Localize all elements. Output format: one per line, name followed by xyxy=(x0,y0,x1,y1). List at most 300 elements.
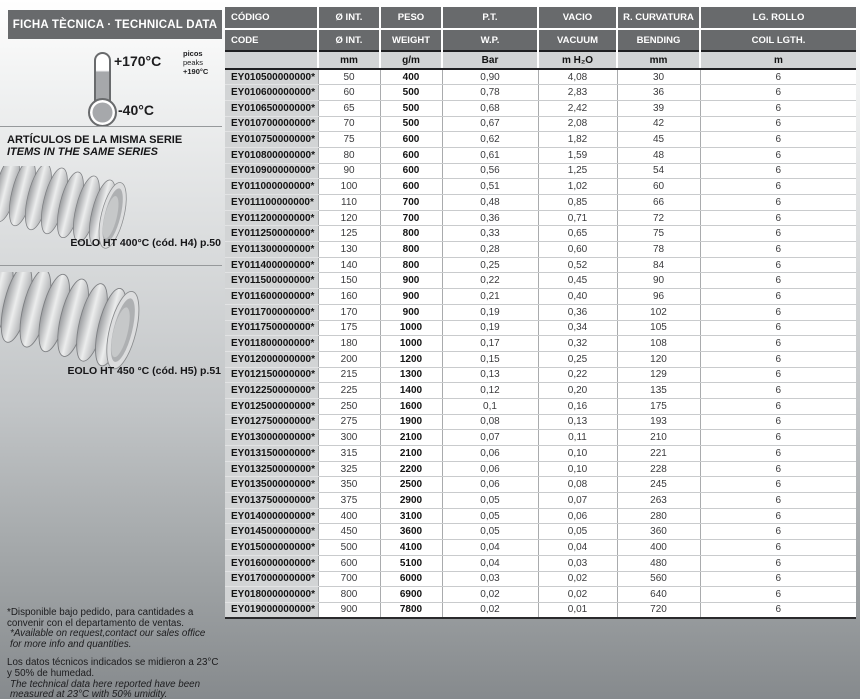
code-cell: EY014500000000* xyxy=(225,524,318,540)
value-cell: 140 xyxy=(318,257,380,273)
value-cell: 120 xyxy=(617,351,700,367)
code-cell: EY011200000000* xyxy=(225,210,318,226)
value-cell: 0,02 xyxy=(538,587,617,603)
column-header: WEIGHT xyxy=(380,29,442,51)
value-cell: 0,21 xyxy=(442,289,538,305)
value-cell: 0,68 xyxy=(442,100,538,116)
value-cell: 90 xyxy=(318,163,380,179)
value-cell: 0,08 xyxy=(538,477,617,493)
footnote-measurement-en: The technical data here reported have been measured at 23°C with 50% umidity. xyxy=(10,678,201,699)
value-cell: 6 xyxy=(700,571,856,587)
value-cell: 0,25 xyxy=(538,351,617,367)
technical-data-table xyxy=(225,7,856,619)
value-cell: 6900 xyxy=(380,587,442,603)
value-cell: 6 xyxy=(700,430,856,446)
value-cell: 0,10 xyxy=(538,461,617,477)
value-cell: 0,06 xyxy=(538,508,617,524)
hose-product-image-eolo-ht-450 xyxy=(0,272,190,378)
code-cell: EY017000000000* xyxy=(225,571,318,587)
value-cell: 0,71 xyxy=(538,210,617,226)
value-cell: 2100 xyxy=(380,430,442,446)
code-cell: EY011400000000* xyxy=(225,257,318,273)
value-cell: 6 xyxy=(700,524,856,540)
value-cell: 0,13 xyxy=(538,414,617,430)
code-cell: EY010700000000* xyxy=(225,116,318,132)
value-cell: 150 xyxy=(318,273,380,289)
value-cell: 175 xyxy=(617,398,700,414)
value-cell: 6 xyxy=(700,461,856,477)
column-header: VACUUM xyxy=(538,29,617,51)
value-cell: 228 xyxy=(617,461,700,477)
value-cell: 6000 xyxy=(380,571,442,587)
table-row xyxy=(225,132,856,148)
value-cell: 175 xyxy=(318,320,380,336)
value-cell: 0,33 xyxy=(442,226,538,242)
value-cell: 0,10 xyxy=(538,446,617,462)
value-cell: 0,65 xyxy=(538,226,617,242)
value-cell: 36 xyxy=(617,85,700,101)
table-row xyxy=(225,524,856,540)
table-row xyxy=(225,257,856,273)
value-cell: 66 xyxy=(617,195,700,211)
value-cell: 2200 xyxy=(380,461,442,477)
table-row xyxy=(225,540,856,556)
value-cell: 0,03 xyxy=(442,571,538,587)
value-cell: 0,03 xyxy=(538,555,617,571)
code-cell: EY011600000000* xyxy=(225,289,318,305)
column-header: CODE xyxy=(225,29,318,51)
value-cell: 600 xyxy=(380,179,442,195)
value-cell: 0,02 xyxy=(442,587,538,603)
value-cell: 0,04 xyxy=(442,555,538,571)
column-header: CÓDIGO xyxy=(225,7,318,29)
column-header: m H₂O xyxy=(538,51,617,69)
code-cell: EY013150000000* xyxy=(225,446,318,462)
code-cell: EY011700000000* xyxy=(225,304,318,320)
column-header: Bar xyxy=(442,51,538,69)
value-cell: 6 xyxy=(700,163,856,179)
value-cell: 215 xyxy=(318,367,380,383)
code-cell: EY011500000000* xyxy=(225,273,318,289)
value-cell: 50 xyxy=(318,69,380,85)
footnote-measurement-es: Los datos técnicos indicados se midieron a 23°C y 50% de humedad. xyxy=(7,657,219,679)
value-cell: 360 xyxy=(617,524,700,540)
table-row xyxy=(225,398,856,414)
table-row xyxy=(225,163,856,179)
column-header: Ø INT. xyxy=(318,7,380,29)
value-cell: 0,17 xyxy=(442,336,538,352)
value-cell: 500 xyxy=(318,540,380,556)
code-cell: EY010750000000* xyxy=(225,132,318,148)
value-cell: 6 xyxy=(700,69,856,85)
value-cell: 0,13 xyxy=(442,367,538,383)
value-cell: 6 xyxy=(700,477,856,493)
value-cell: 0,20 xyxy=(538,383,617,399)
column-header: g/m xyxy=(380,51,442,69)
column-header: R. CURVATURA xyxy=(617,7,700,29)
value-cell: 245 xyxy=(617,477,700,493)
value-cell: 6 xyxy=(700,210,856,226)
code-cell: EY010900000000* xyxy=(225,163,318,179)
table-row xyxy=(225,116,856,132)
value-cell: 0,16 xyxy=(538,398,617,414)
value-cell: 0,51 xyxy=(442,179,538,195)
value-cell: 90 xyxy=(617,273,700,289)
value-cell: 0,05 xyxy=(442,508,538,524)
units-row xyxy=(225,51,856,69)
value-cell: 30 xyxy=(617,69,700,85)
value-cell: 84 xyxy=(617,257,700,273)
value-cell: 0,04 xyxy=(538,540,617,556)
table-row xyxy=(225,587,856,603)
footnote-availability-en: *Available on request,contact our sales office for more info and quantities. xyxy=(10,628,206,650)
value-cell: 480 xyxy=(617,555,700,571)
value-cell: 221 xyxy=(617,446,700,462)
same-series-heading-es: ARTÍCULOS DE LA MISMA SERIE xyxy=(7,134,183,146)
table-row xyxy=(225,414,856,430)
column-header: COIL LGTH. xyxy=(700,29,856,51)
value-cell: 6 xyxy=(700,289,856,305)
value-cell: 325 xyxy=(318,461,380,477)
value-cell: 0,01 xyxy=(538,602,617,618)
min-temperature: -40°C xyxy=(118,102,154,118)
value-cell: 1000 xyxy=(380,336,442,352)
value-cell: 4,08 xyxy=(538,69,617,85)
page-title: FICHA TÈCNICA · TECHNICAL DATA xyxy=(8,10,222,39)
value-cell: 100 xyxy=(318,179,380,195)
value-cell: 300 xyxy=(318,430,380,446)
value-cell: 2,83 xyxy=(538,85,617,101)
value-cell: 0,06 xyxy=(442,446,538,462)
value-cell: 0,05 xyxy=(442,493,538,509)
value-cell: 225 xyxy=(318,383,380,399)
column-header: BENDING xyxy=(617,29,700,51)
value-cell: 75 xyxy=(617,226,700,242)
value-cell: 6 xyxy=(700,132,856,148)
code-cell: EY018000000000* xyxy=(225,587,318,603)
value-cell: 105 xyxy=(617,320,700,336)
table-row xyxy=(225,100,856,116)
value-cell: 0,02 xyxy=(442,602,538,618)
value-cell: 72 xyxy=(617,210,700,226)
table-row xyxy=(225,242,856,258)
table-row xyxy=(225,85,856,101)
value-cell: 500 xyxy=(380,116,442,132)
value-cell: 1,59 xyxy=(538,147,617,163)
value-cell: 400 xyxy=(617,540,700,556)
value-cell: 275 xyxy=(318,414,380,430)
value-cell: 0,34 xyxy=(538,320,617,336)
value-cell: 0,06 xyxy=(442,477,538,493)
same-series-heading-en: ITEMS IN THE SAME SERIES xyxy=(7,146,158,158)
value-cell: 800 xyxy=(318,587,380,603)
value-cell: 78 xyxy=(617,242,700,258)
value-cell: 0,05 xyxy=(538,524,617,540)
code-cell: EY011100000000* xyxy=(225,195,318,211)
value-cell: 6 xyxy=(700,195,856,211)
value-cell: 0,19 xyxy=(442,304,538,320)
value-cell: 500 xyxy=(380,100,442,116)
value-cell: 0,36 xyxy=(442,210,538,226)
value-cell: 6 xyxy=(700,320,856,336)
value-cell: 0,15 xyxy=(442,351,538,367)
value-cell: 96 xyxy=(617,289,700,305)
temperature-range-block xyxy=(0,46,225,124)
value-cell: 1000 xyxy=(380,320,442,336)
value-cell: 0,60 xyxy=(538,242,617,258)
value-cell: 400 xyxy=(318,508,380,524)
value-cell: 54 xyxy=(617,163,700,179)
code-cell: EY012500000000* xyxy=(225,398,318,414)
value-cell: 1,82 xyxy=(538,132,617,148)
value-cell: 6 xyxy=(700,367,856,383)
column-header: VACIO xyxy=(538,7,617,29)
value-cell: 0,22 xyxy=(442,273,538,289)
value-cell: 600 xyxy=(380,163,442,179)
table-row xyxy=(225,289,856,305)
code-cell: EY010800000000* xyxy=(225,147,318,163)
product-caption-eolo-ht-450: EOLO HT 450 °C (cód. H5) p.51 xyxy=(67,365,221,377)
column-header: P.T. xyxy=(442,7,538,29)
value-cell: 0,07 xyxy=(538,493,617,509)
value-cell: 102 xyxy=(617,304,700,320)
value-cell: 0,67 xyxy=(442,116,538,132)
same-series-heading xyxy=(7,134,182,158)
table-row xyxy=(225,336,856,352)
value-cell: 48 xyxy=(617,147,700,163)
value-cell: 6 xyxy=(700,540,856,556)
value-cell: 6 xyxy=(700,508,856,524)
peaks-label-es: picos xyxy=(183,49,203,58)
value-cell: 600 xyxy=(380,132,442,148)
value-cell: 180 xyxy=(318,336,380,352)
value-cell: 1900 xyxy=(380,414,442,430)
value-cell: 375 xyxy=(318,493,380,509)
value-cell: 60 xyxy=(318,85,380,101)
value-cell: 6 xyxy=(700,493,856,509)
table-row xyxy=(225,493,856,509)
value-cell: 800 xyxy=(380,242,442,258)
table-row xyxy=(225,69,856,85)
value-cell: 6 xyxy=(700,414,856,430)
code-cell: EY019000000000* xyxy=(225,602,318,618)
code-cell: EY012250000000* xyxy=(225,383,318,399)
value-cell: 700 xyxy=(380,210,442,226)
table-row xyxy=(225,320,856,336)
table-row xyxy=(225,273,856,289)
value-cell: 170 xyxy=(318,304,380,320)
value-cell: 6 xyxy=(700,242,856,258)
table-row xyxy=(225,210,856,226)
value-cell: 0,85 xyxy=(538,195,617,211)
peaks-label-en: peaks xyxy=(183,58,204,67)
value-cell: 75 xyxy=(318,132,380,148)
code-cell: EY013250000000* xyxy=(225,461,318,477)
table-row xyxy=(225,446,856,462)
value-cell: 1200 xyxy=(380,351,442,367)
table-row xyxy=(225,179,856,195)
table-row xyxy=(225,477,856,493)
value-cell: 600 xyxy=(318,555,380,571)
value-cell: 160 xyxy=(318,289,380,305)
code-cell: EY013000000000* xyxy=(225,430,318,446)
code-cell: EY011800000000* xyxy=(225,336,318,352)
value-cell: 6 xyxy=(700,147,856,163)
value-cell: 1400 xyxy=(380,383,442,399)
value-cell: 0,11 xyxy=(538,430,617,446)
table-row xyxy=(225,226,856,242)
code-cell: EY011000000000* xyxy=(225,179,318,195)
value-cell: 120 xyxy=(318,210,380,226)
peak-temperature-note xyxy=(183,49,208,76)
value-cell: 193 xyxy=(617,414,700,430)
table-row xyxy=(225,304,856,320)
value-cell: 0,04 xyxy=(442,540,538,556)
column-header: PESO xyxy=(380,7,442,29)
table-row xyxy=(225,602,856,618)
thermometer-bulb-icon xyxy=(88,98,117,127)
table-header xyxy=(225,7,856,69)
code-cell: EY012150000000* xyxy=(225,367,318,383)
value-cell: 0,48 xyxy=(442,195,538,211)
table-row xyxy=(225,195,856,211)
value-cell: 6 xyxy=(700,304,856,320)
table-row xyxy=(225,147,856,163)
value-cell: 800 xyxy=(380,257,442,273)
code-cell: EY015000000000* xyxy=(225,540,318,556)
value-cell: 700 xyxy=(380,195,442,211)
peak-temperature: +190°C xyxy=(183,67,209,76)
column-header: m xyxy=(700,51,856,69)
value-cell: 0,45 xyxy=(538,273,617,289)
value-cell: 6 xyxy=(700,336,856,352)
value-cell: 3100 xyxy=(380,508,442,524)
column-header: mm xyxy=(318,51,380,69)
value-cell: 60 xyxy=(617,179,700,195)
value-cell: 0,78 xyxy=(442,85,538,101)
code-cell: EY016000000000* xyxy=(225,555,318,571)
value-cell: 900 xyxy=(380,273,442,289)
value-cell: 800 xyxy=(380,226,442,242)
code-cell: EY010650000000* xyxy=(225,100,318,116)
column-header: W.P. xyxy=(442,29,538,51)
value-cell: 0,56 xyxy=(442,163,538,179)
value-cell: 250 xyxy=(318,398,380,414)
value-cell: 350 xyxy=(318,477,380,493)
value-cell: 6 xyxy=(700,226,856,242)
value-cell: 700 xyxy=(318,571,380,587)
table-row xyxy=(225,367,856,383)
value-cell: 560 xyxy=(617,571,700,587)
value-cell: 0,02 xyxy=(538,571,617,587)
code-cell: EY012750000000* xyxy=(225,414,318,430)
value-cell: 0,08 xyxy=(442,414,538,430)
code-cell: EY012000000000* xyxy=(225,351,318,367)
code-cell: EY010500000000* xyxy=(225,69,318,85)
thermometer-icon xyxy=(94,52,111,102)
table-row xyxy=(225,461,856,477)
value-cell: 4100 xyxy=(380,540,442,556)
header-row-es xyxy=(225,7,856,29)
max-temperature: +170°C xyxy=(114,53,162,69)
value-cell: 1,25 xyxy=(538,163,617,179)
column-header: mm xyxy=(617,51,700,69)
value-cell: 6 xyxy=(700,602,856,618)
value-cell: 6 xyxy=(700,116,856,132)
value-cell: 0,28 xyxy=(442,242,538,258)
product-caption-eolo-ht-400: EOLO HT 400°C (cód. H4) p.50 xyxy=(70,237,221,249)
value-cell: 1,02 xyxy=(538,179,617,195)
value-cell: 900 xyxy=(380,304,442,320)
value-cell: 0,06 xyxy=(442,461,538,477)
value-cell: 45 xyxy=(617,132,700,148)
value-cell: 70 xyxy=(318,116,380,132)
table-row xyxy=(225,383,856,399)
table-row xyxy=(225,555,856,571)
value-cell: 6 xyxy=(700,351,856,367)
code-cell: EY011750000000* xyxy=(225,320,318,336)
table-row xyxy=(225,351,856,367)
code-cell: EY013500000000* xyxy=(225,477,318,493)
value-cell: 0,36 xyxy=(538,304,617,320)
code-cell: EY010600000000* xyxy=(225,85,318,101)
footnotes xyxy=(7,608,219,699)
value-cell: 210 xyxy=(617,430,700,446)
value-cell: 600 xyxy=(380,147,442,163)
divider xyxy=(0,126,222,127)
value-cell: 6 xyxy=(700,273,856,289)
value-cell: 110 xyxy=(318,195,380,211)
value-cell: 39 xyxy=(617,100,700,116)
value-cell: 0,25 xyxy=(442,257,538,273)
footnote-availability-es: *Disponible bajo pedido, para cantidades a convenir con el departamento de ventas. xyxy=(7,607,194,629)
value-cell: 0,05 xyxy=(442,524,538,540)
value-cell: 80 xyxy=(318,147,380,163)
value-cell: 720 xyxy=(617,602,700,618)
value-cell: 1600 xyxy=(380,398,442,414)
value-cell: 2100 xyxy=(380,446,442,462)
header-row-en xyxy=(225,29,856,51)
value-cell: 0,62 xyxy=(442,132,538,148)
value-cell: 900 xyxy=(380,289,442,305)
value-cell: 7800 xyxy=(380,602,442,618)
value-cell: 108 xyxy=(617,336,700,352)
column-header: Ø INT. xyxy=(318,29,380,51)
value-cell: 6 xyxy=(700,179,856,195)
value-cell: 5100 xyxy=(380,555,442,571)
value-cell: 263 xyxy=(617,493,700,509)
value-cell: 640 xyxy=(617,587,700,603)
value-cell: 6 xyxy=(700,587,856,603)
code-cell: EY011300000000* xyxy=(225,242,318,258)
value-cell: 130 xyxy=(318,242,380,258)
sidebar xyxy=(0,0,225,699)
technical-data-section xyxy=(225,7,856,619)
value-cell: 0,07 xyxy=(442,430,538,446)
value-cell: 42 xyxy=(617,116,700,132)
value-cell: 900 xyxy=(318,602,380,618)
value-cell: 0,1 xyxy=(442,398,538,414)
value-cell: 200 xyxy=(318,351,380,367)
table-row xyxy=(225,430,856,446)
value-cell: 0,61 xyxy=(442,147,538,163)
value-cell: 0,19 xyxy=(442,320,538,336)
value-cell: 2,42 xyxy=(538,100,617,116)
value-cell: 2900 xyxy=(380,493,442,509)
code-cell: EY014000000000* xyxy=(225,508,318,524)
table-body xyxy=(225,69,856,618)
value-cell: 6 xyxy=(700,85,856,101)
